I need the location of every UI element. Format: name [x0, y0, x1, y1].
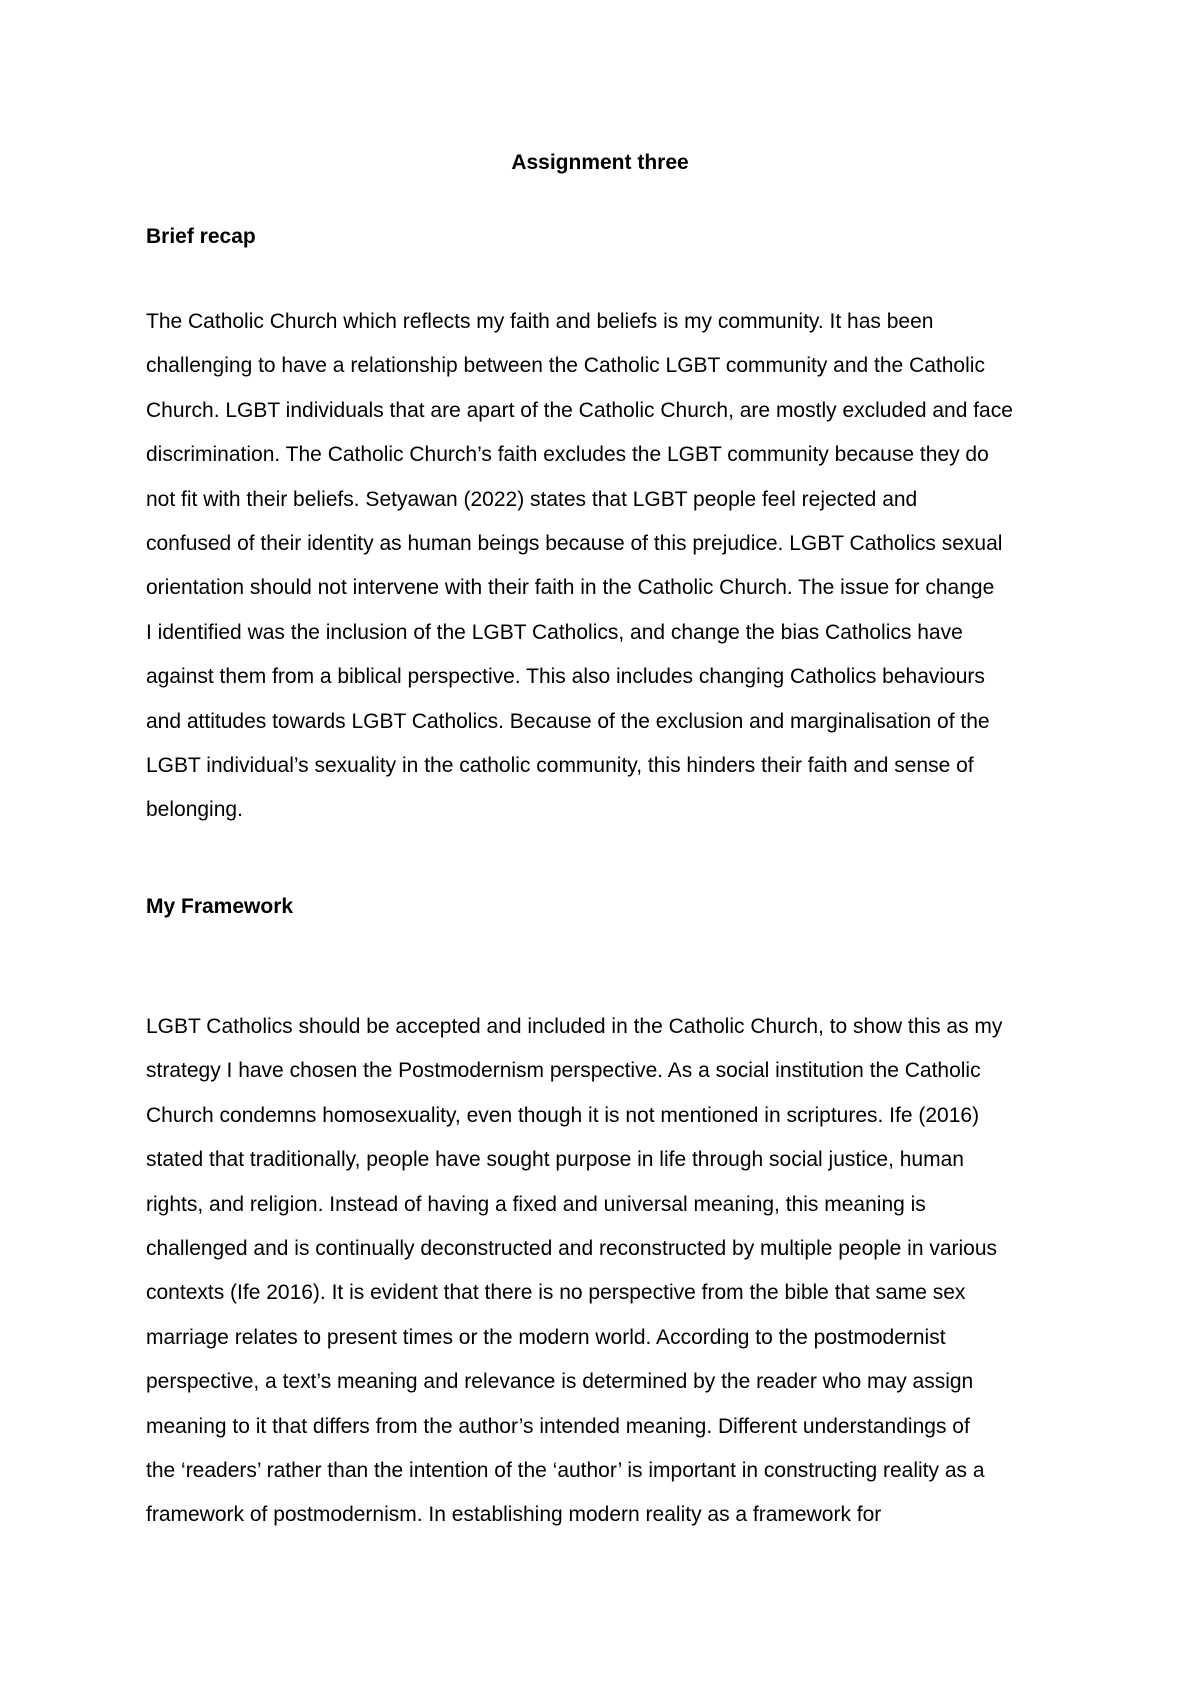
text-line: Church condemns homosexuality, even though it is not mentioned in scriptures. Ife (2016)	[146, 1103, 980, 1127]
text-line: LGBT Catholics should be accepted and included in the Catholic Church, to show this as my	[146, 1015, 1003, 1038]
text-line: framework of postmodernism. In establishing modern reality as a framework for	[146, 1503, 882, 1527]
text-line: belonging.	[146, 798, 243, 822]
text-line: challenging to have a relationship between the Catholic LGBT community and the Catholic	[146, 354, 985, 378]
text-line: discrimination. The Catholic Church’s faith excludes the LGBT community because they do	[146, 443, 989, 467]
text-line: orientation should not intervene with their faith in the Catholic Church. The issue for change	[146, 576, 995, 600]
text-line: rights, and religion. Instead of having a fixed and universal meaning, this meaning is	[146, 1192, 926, 1216]
text-line: Church. LGBT individuals that are apart of the Catholic Church, are mostly excluded and face	[146, 398, 1013, 422]
text-line: I identified was the inclusion of the LGBT Catholics, and change the bias Catholics have	[146, 620, 963, 644]
text-line: the ‘readers’ rather than the intention of the ‘author’ is important in constructing reality as a	[146, 1459, 985, 1483]
text-line: against them from a biblical perspective. This also includes changing Catholics behaviours	[146, 665, 985, 689]
section-heading-brief-recap: Brief recap	[146, 225, 256, 248]
text-line: The Catholic Church which reflects my faith and beliefs is my community. It has been	[146, 310, 934, 333]
section-heading-my-framework: My Framework	[146, 895, 294, 918]
text-line: stated that traditionally, people have sought purpose in life through social justice, human	[146, 1148, 964, 1172]
text-line: confused of their identity as human beings because of this prejudice. LGBT Catholics sexual	[146, 532, 1003, 556]
document-title: Assignment three	[511, 151, 689, 174]
text-line: not fit with their beliefs. Setyawan (2022) states that LGBT people feel rejected and	[146, 487, 918, 511]
text-line: contexts (Ife 2016). It is evident that there is no perspective from the bible that same sex	[146, 1281, 966, 1305]
paragraph-my-framework	[146, 1005, 1066, 1538]
text-line: perspective, a text’s meaning and relevance is determined by the reader who may assign	[146, 1370, 974, 1394]
paragraph-brief-recap	[146, 300, 1066, 833]
text-line: meaning to it that differs from the author’s intended meaning. Different understandings of	[146, 1414, 970, 1438]
text-line: marriage relates to present times or the modern world. According to the postmodernist	[146, 1325, 946, 1349]
text-line: LGBT individual’s sexuality in the catholic community, this hinders their faith and sense of	[146, 754, 974, 778]
text-line: and attitudes towards LGBT Catholics. Because of the exclusion and marginalisation of the	[146, 709, 990, 733]
text-line: strategy I have chosen the Postmodernism perspective. As a social institution the Catholic	[146, 1059, 981, 1083]
text-line: challenged and is continually deconstructed and reconstructed by multiple people in various	[146, 1237, 998, 1261]
